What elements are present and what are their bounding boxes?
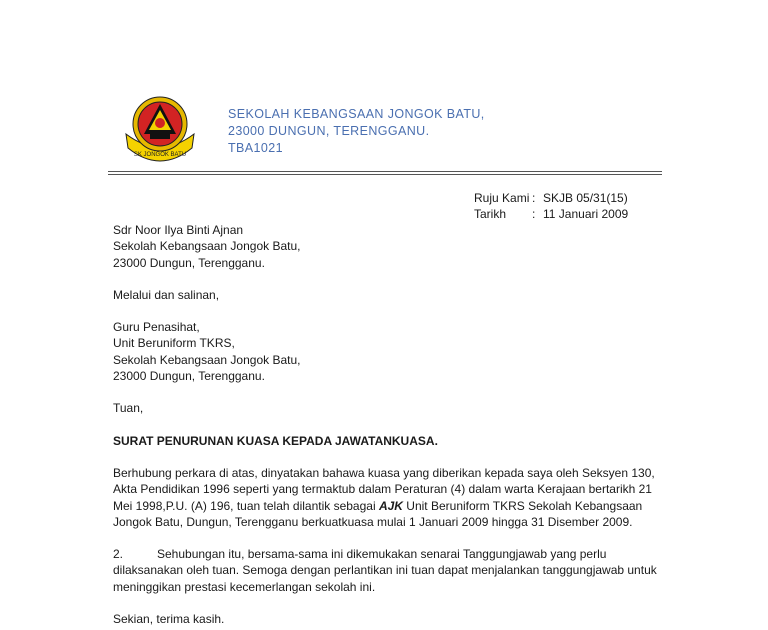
logo-ribbon-text: SK JONGOK BATU: [133, 152, 187, 158]
reference-row-ruju: [474, 190, 628, 206]
header-divider-bottom: [108, 174, 662, 175]
header-divider-top: [108, 171, 662, 172]
cc-label: Melalui dan salinan,: [113, 287, 220, 302]
recipient-address-line2: 23000 Dungun, Terengganu.: [113, 255, 265, 270]
paragraph-2: [113, 546, 673, 595]
cc-line2: Unit Beruniform TKRS,: [113, 336, 235, 351]
cc-line4: 23000 Dungun, Terengganu.: [113, 369, 265, 384]
school-header: [228, 106, 485, 157]
recipient-address-line1: Sekolah Kebangsaan Jongok Batu,: [113, 239, 301, 254]
salutation: Tuan,: [113, 401, 144, 416]
closing: Sekian, terima kasih.: [113, 612, 225, 627]
tarikh-label: Tarikh: [474, 207, 507, 221]
school-name: SEKOLAH KEBANGSAAN JONGOK BATU,: [228, 107, 485, 121]
tarikh-value: 11 Januari 2009: [543, 207, 629, 221]
paragraph-1-text: Berhubung perkara di atas, dinyatakan bahawa kuasa yang diberikan kepada saya oleh Seksyen 130, Akta Pendidikan 1996 seperti yang termaktub dalam Peraturan (4) dalam warta Kerajaan bertarikh 21 Mei 1998,P.U. (A) 196, tuan telah dilantik sebagai: [113, 465, 655, 513]
school-code: TBA1021: [228, 141, 283, 155]
paragraph-1-emphasis: AJK: [378, 498, 403, 513]
recipient-name: Sdr Noor Ilya Binti Ajnan: [113, 223, 244, 237]
reference-row-tarikh: [474, 206, 628, 222]
ruju-label: Ruju Kami: [474, 191, 530, 205]
paragraph-2-text: Sehubungan itu, bersama-sama ini dikemukakan senarai Tanggungjawab yang perlu dilaksanakan oleh tuan. Semoga dengan perlantikan ini tuan dapat menjalankan tanggungjawab untuk meninggikan prestasi kecemerlangan sekolah ini.: [113, 547, 657, 594]
ruju-value: SKJB 05/31(15): [543, 191, 628, 205]
letter-body: [113, 222, 673, 627]
school-crest-logo: [120, 90, 200, 170]
letter-subject: SURAT PENURUNAN KUASA KEPADA JAWATANKUASA.: [113, 433, 438, 448]
paragraph-1: [113, 465, 673, 530]
tarikh-colon: :: [532, 207, 536, 221]
cc-line3: Sekolah Kebangsaan Jongok Batu,: [113, 352, 301, 367]
ruju-colon: :: [532, 191, 536, 205]
school-address: 23000 DUNGUN, TERENGGANU.: [228, 124, 430, 138]
paragraph-2-number: 2.: [113, 547, 124, 562]
paragraph-1-text-end: Unit Beruniform TKRS Sekolah Kebangsaan Jongok Batu, Dungun, Terengganu berkuatkuasa mulai 1 Januari 2009 hingga 31 Disember 2009.: [113, 498, 643, 529]
cc-line1: Guru Penasihat,: [113, 320, 200, 335]
reference-block: [474, 190, 628, 222]
